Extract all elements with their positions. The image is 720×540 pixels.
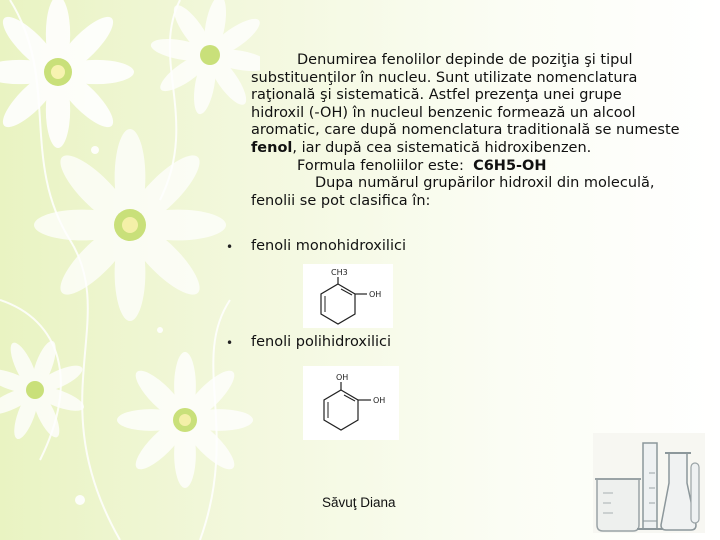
paragraph-line: hidroxil (-OH) în nucleul benzenic formează un alcool xyxy=(251,104,636,121)
phenol-mono-structure xyxy=(303,264,393,328)
bullet-symbol: • xyxy=(226,240,234,254)
struct-label-top: CH3 xyxy=(331,268,348,277)
paragraph-line: raţională şi sistematică. Astfel prezenţa unei grupe xyxy=(251,87,622,104)
paragraph-line xyxy=(251,140,671,158)
paragraph-line: fenolii se pot clasifica în: xyxy=(251,192,431,209)
paragraph-line: Denumirea fenolilor depinde de poziţia şi tipul xyxy=(297,52,633,68)
formula-value: C6H5-OH xyxy=(473,157,547,174)
bullet-mono-text: fenoli monohidroxilici xyxy=(251,238,406,254)
phenol-poly-structure xyxy=(303,366,399,440)
formula-label: Formula fenoliilor este: xyxy=(297,157,464,174)
paragraph-line: Dupa numărul grupărilor hidroxil din moleculă, xyxy=(315,175,655,192)
bullet-symbol: • xyxy=(226,336,234,350)
formula-line xyxy=(251,158,671,176)
bullet-poly-text: fenoli polihidroxilici xyxy=(251,334,392,350)
paragraph-line: substituenţilor în nucleu. Sunt utilizate nomenclatura xyxy=(251,69,638,86)
paragraph-line-rest: , iar după cea sistematică hidroxibenzen. xyxy=(292,139,592,156)
flower-decoration xyxy=(0,0,260,540)
struct-label-side: OH xyxy=(369,290,382,299)
lab-glassware-image xyxy=(593,433,705,533)
main-text xyxy=(251,52,680,210)
paragraph-line: aromatic, care după nomenclatura traditională se numeste xyxy=(251,122,680,139)
term-fenol: fenol xyxy=(251,139,293,156)
struct-label-top: OH xyxy=(336,373,349,382)
author-name: Săvuţ Diana xyxy=(322,495,396,510)
struct-label-side: OH xyxy=(373,396,386,405)
